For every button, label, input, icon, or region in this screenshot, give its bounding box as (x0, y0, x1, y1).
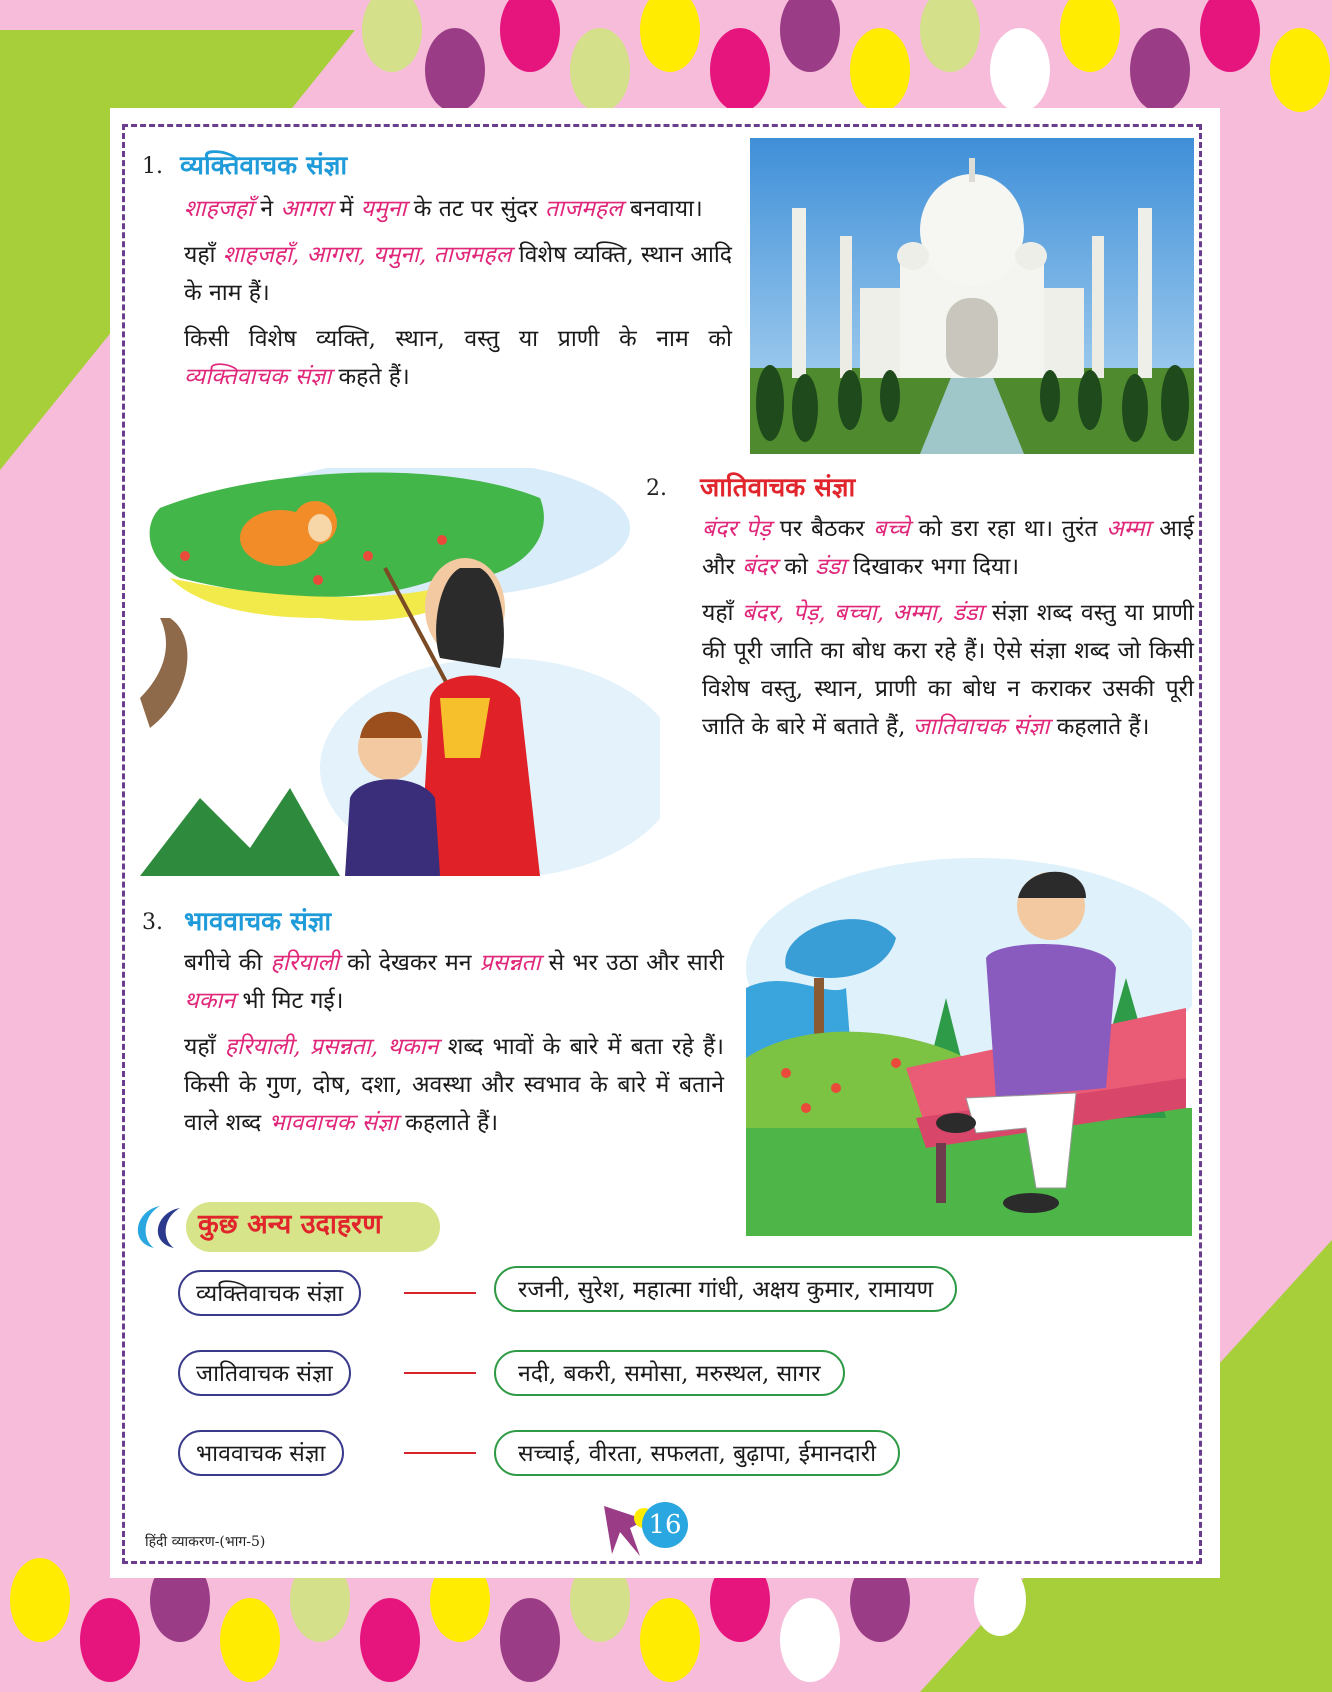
example-type-2: जातिवाचक संज्ञा (178, 1350, 351, 1396)
taj-mahal-image (750, 138, 1194, 454)
connector-line (404, 1452, 476, 1454)
example-words-3: सच्चाई, वीरता, सफलता, बुढ़ापा, ईमानदारी (494, 1430, 900, 1476)
section-2-explanation: यहाँ बंदर, पेड़, बच्चा, अम्मा, डंडा संज्ञा शब्द वस्तु या प्राणी की पूरी जाति का बोध करा रहे हैं। ऐसे संज्ञा शब्द जो किसी विशेष वस्तु, स्थान, प्राणी का बोध न कराकर उसकी पूरी जाति के बारे में बताते हैं, जातिवाचक संज्ञा कहलाते हैं। (702, 600, 1195, 740)
monkey-tree-illustration (140, 468, 660, 876)
connector-line (404, 1292, 476, 1294)
book-title: हिंदी व्याकरण-(भाग-5) (145, 1534, 266, 1550)
section-2-number: 2. (646, 476, 667, 501)
section-1-heading: व्यक्तिवाचक संज्ञा (180, 151, 348, 181)
section-1-number: 1. (142, 154, 163, 179)
section-1-definition: किसी विशेष व्यक्ति, स्थान, वस्तु या प्राणी के नाम को व्यक्तिवाचक संज्ञा कहते हैं। (184, 326, 732, 390)
example-type-1: व्यक्तिवाचक संज्ञा (178, 1270, 361, 1316)
section-2-text (702, 510, 1194, 754)
man-on-bench-illustration (746, 858, 1192, 1236)
section-3-heading: भाववाचक संज्ञा (184, 907, 332, 937)
example-words-1: रजनी, सुरेश, महात्मा गांधी, अक्षय कुमार, रामायण (494, 1266, 957, 1312)
section-1-text (184, 190, 732, 404)
connector-line (404, 1372, 476, 1374)
section-1-sentence: शाहजहाँ ने आगरा में यमुना के तट पर सुंदर ताजमहल बनवाया। (184, 196, 703, 222)
section-3-number: 3. (142, 910, 163, 935)
example-type-3: भाववाचक संज्ञा (178, 1430, 344, 1476)
section-3-explanation: यहाँ हरियाली, प्रसन्नता, थकान शब्द भावों के बारे में बता रहे हैं। किसी के गुण, दोष, दशा, अवस्था और स्वभाव के बारे में बताने वाले शब्द भाववाचक संज्ञा कहलाते हैं। (184, 1034, 724, 1136)
section-3-sentence: बगीचे की हरियाली को देखकर मन प्रसन्नता से भर उठा और सारी थकान भी मिट गई। (184, 950, 724, 1014)
page-number: 16 (642, 1502, 688, 1548)
examples-title: कुछ अन्य उदाहरण (198, 1209, 382, 1240)
section-1-explanation: यहाँ शाहजहाँ, आगरा, यमुना, ताजमहल विशेष व्यक्ति, स्थान आदि के नाम हैं। (184, 242, 732, 306)
section-2-heading: जातिवाचक संज्ञा (700, 473, 856, 503)
section-2-sentence: बंदर पेड़ पर बैठकर बच्चे को डरा रहा था। तुरंत अम्मा आई और बंदर को डंडा दिखाकर भगा दिया। (702, 516, 1194, 580)
example-words-2: नदी, बकरी, समोसा, मरुस्थल, सागर (494, 1350, 845, 1396)
section-3-text (184, 944, 724, 1150)
